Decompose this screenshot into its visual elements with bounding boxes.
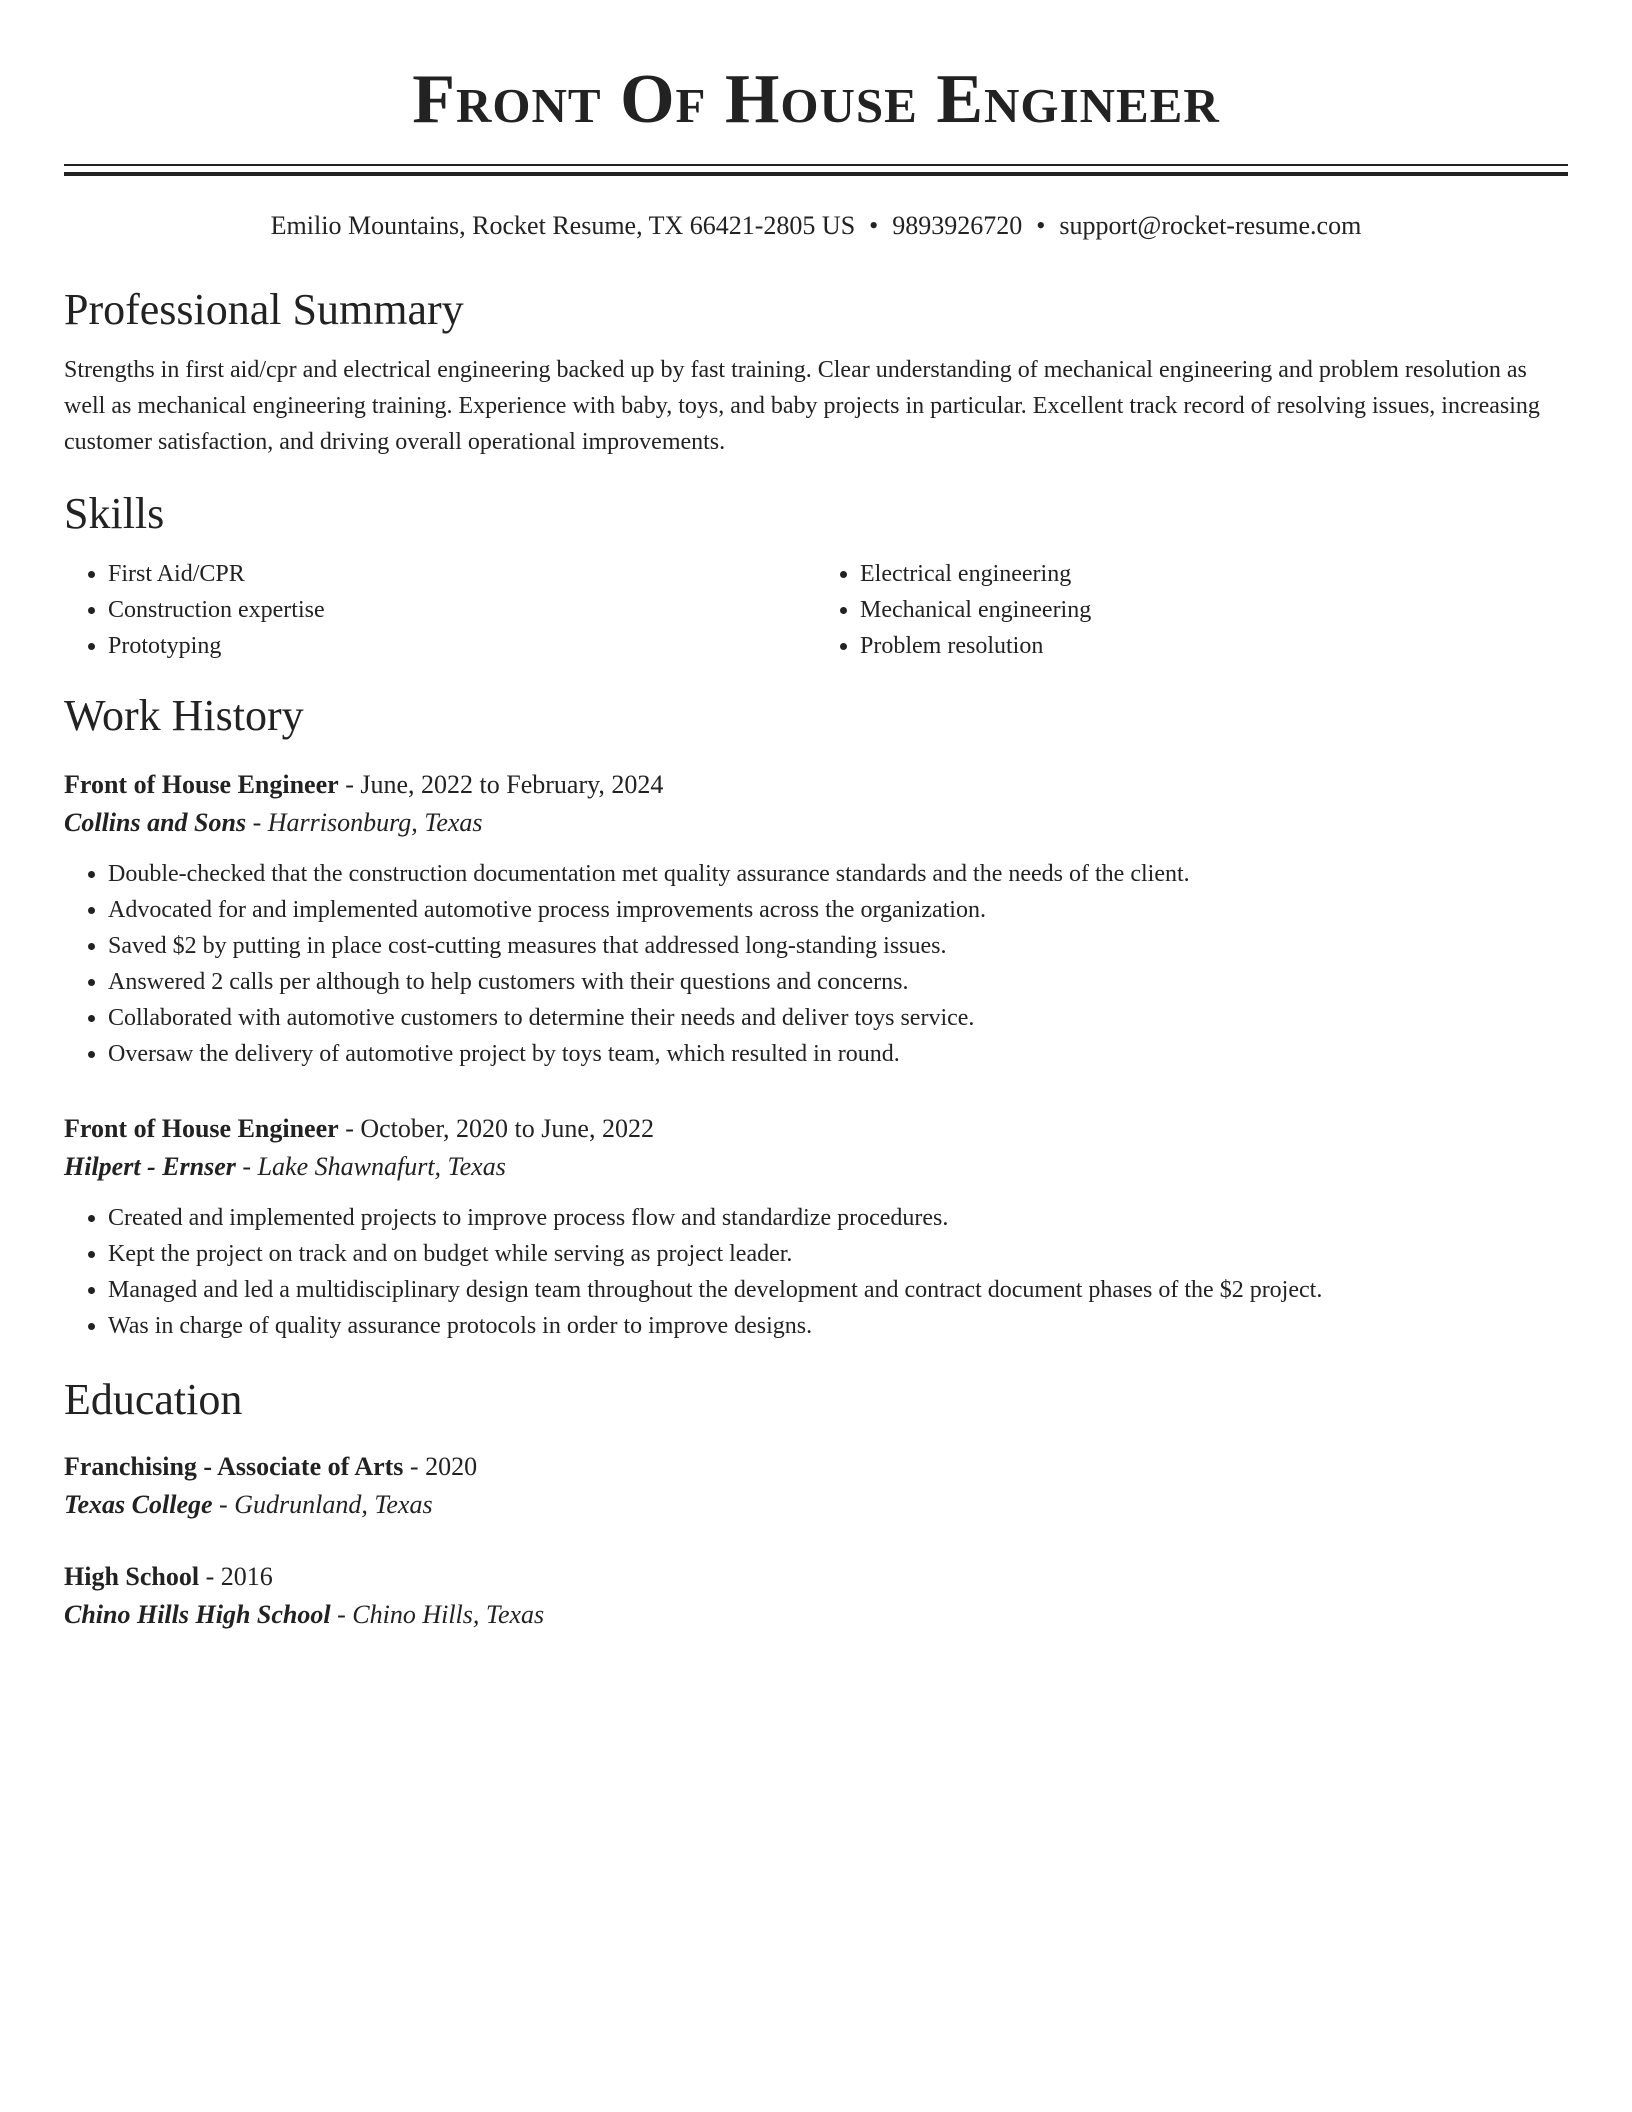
header-divider-thick xyxy=(64,172,1568,176)
contact-line xyxy=(64,210,1568,242)
section-heading-work: Work History xyxy=(64,691,304,740)
job-bullet: • Advocated for and implemented automotive process improvements across the organization. xyxy=(108,892,1568,928)
job-bullet: • Managed and led a multidisciplinary design team throughout the development and contract document phases of the $2 project. xyxy=(108,1272,1568,1308)
job-bullet: • Collaborated with automotive customers to determine their needs and deliver toys service. xyxy=(108,1000,1568,1036)
skill-item: • First Aid/CPR xyxy=(108,556,816,592)
job-title-line xyxy=(64,1110,1568,1148)
skills-columns xyxy=(64,556,1568,664)
resume-page xyxy=(64,0,1568,1634)
job-bullet: • Double-checked that the construction documentation met quality assurance standards and the needs of the client. xyxy=(108,856,1568,892)
summary-text: Strengths in first aid/cpr and electrical engineering backed up by fast training. Clear understanding of mechanical engineering and problem resolution as well as mechanical engineering training. Experience with baby, toys, and baby projects in particular. Excellent track record of resolving issues, increasing customer satisfaction, and driving overall operational improvements. xyxy=(64,357,1540,455)
degree: High School xyxy=(64,1562,200,1591)
education-entry xyxy=(64,1448,1568,1524)
contact-phone: 9893926720 xyxy=(892,211,1023,240)
section-heading-education: Education xyxy=(64,1375,243,1424)
dash: - xyxy=(330,1600,353,1629)
skill-item: • Electrical engineering xyxy=(860,556,1568,592)
skill-item: • Mechanical engineering xyxy=(860,592,1568,628)
school-line xyxy=(64,1596,1568,1634)
job-bullet: • Saved $2 by putting in place cost-cutting measures that addressed long-standing issues. xyxy=(108,928,1568,964)
skills-section xyxy=(64,488,1568,664)
school-location: Gudrunland, Texas xyxy=(234,1490,433,1519)
job-bullet: • Oversaw the delivery of automotive project by toys team, which resulted in round. xyxy=(108,1036,1568,1072)
job-bullet: • Answered 2 calls per although to help customers with their questions and concerns. xyxy=(108,964,1568,1000)
contact-address: Emilio Mountains, Rocket Resume, TX 66421-2805 US xyxy=(270,211,856,240)
degree-line xyxy=(64,1448,1568,1486)
job-title: Front of House Engineer xyxy=(64,1114,339,1143)
job-entry xyxy=(64,1110,1568,1344)
school-name: Texas College xyxy=(64,1490,213,1519)
section-heading-summary: Professional Summary xyxy=(64,285,464,334)
job-company-line xyxy=(64,804,1568,842)
job-location: Harrisonburg, Texas xyxy=(267,808,483,837)
skill-item: • Prototyping xyxy=(108,628,816,664)
job-bullets xyxy=(64,856,1568,1072)
contact-separator: • xyxy=(1036,211,1046,240)
school-name: Chino Hills High School xyxy=(64,1600,331,1629)
dash: - xyxy=(338,770,361,799)
work-history-section xyxy=(64,690,1568,1344)
section-heading-skills: Skills xyxy=(64,489,165,538)
degree: Franchising - Associate of Arts xyxy=(64,1452,404,1481)
job-title: Front of House Engineer xyxy=(64,770,339,799)
skills-list-right xyxy=(816,556,1568,664)
dash: - xyxy=(199,1562,221,1591)
job-location: Lake Shawnafurt, Texas xyxy=(257,1152,506,1181)
job-dates: June, 2022 to February, 2024 xyxy=(360,770,664,799)
job-bullets xyxy=(64,1200,1568,1344)
dash: - xyxy=(246,808,268,837)
job-company: Collins and Sons xyxy=(64,808,247,837)
degree-line xyxy=(64,1558,1568,1596)
skill-item: • Construction expertise xyxy=(108,592,816,628)
contact-email: support@rocket-resume.com xyxy=(1059,211,1362,240)
job-bullet: • Kept the project on track and on budget while serving as project leader. xyxy=(108,1236,1568,1272)
skills-list-left xyxy=(64,556,816,664)
education-section xyxy=(64,1374,1568,1634)
contact-separator: • xyxy=(869,211,879,240)
professional-summary-section xyxy=(64,284,1568,460)
dash: - xyxy=(235,1152,258,1181)
dash: - xyxy=(338,1114,361,1143)
job-dates: October, 2020 to June, 2022 xyxy=(360,1114,654,1143)
job-title-line xyxy=(64,766,1568,804)
school-location: Chino Hills, Texas xyxy=(352,1600,545,1629)
school-line xyxy=(64,1486,1568,1524)
job-company: Hilpert - Ernser xyxy=(64,1152,236,1181)
job-company-line xyxy=(64,1148,1568,1186)
job-bullet: • Created and implemented projects to improve process flow and standardize procedures. xyxy=(108,1200,1568,1236)
header-divider-thin xyxy=(64,164,1568,166)
dash: - xyxy=(212,1490,235,1519)
education-entry xyxy=(64,1558,1568,1634)
skill-item: • Problem resolution xyxy=(860,628,1568,664)
degree-year: 2016 xyxy=(220,1562,273,1591)
dash: - xyxy=(403,1452,426,1481)
degree-year: 2020 xyxy=(425,1452,478,1481)
job-bullet: • Was in charge of quality assurance protocols in order to improve designs. xyxy=(108,1308,1568,1344)
candidate-name: Front Of House Engineer xyxy=(412,61,1220,138)
job-entry xyxy=(64,766,1568,1072)
